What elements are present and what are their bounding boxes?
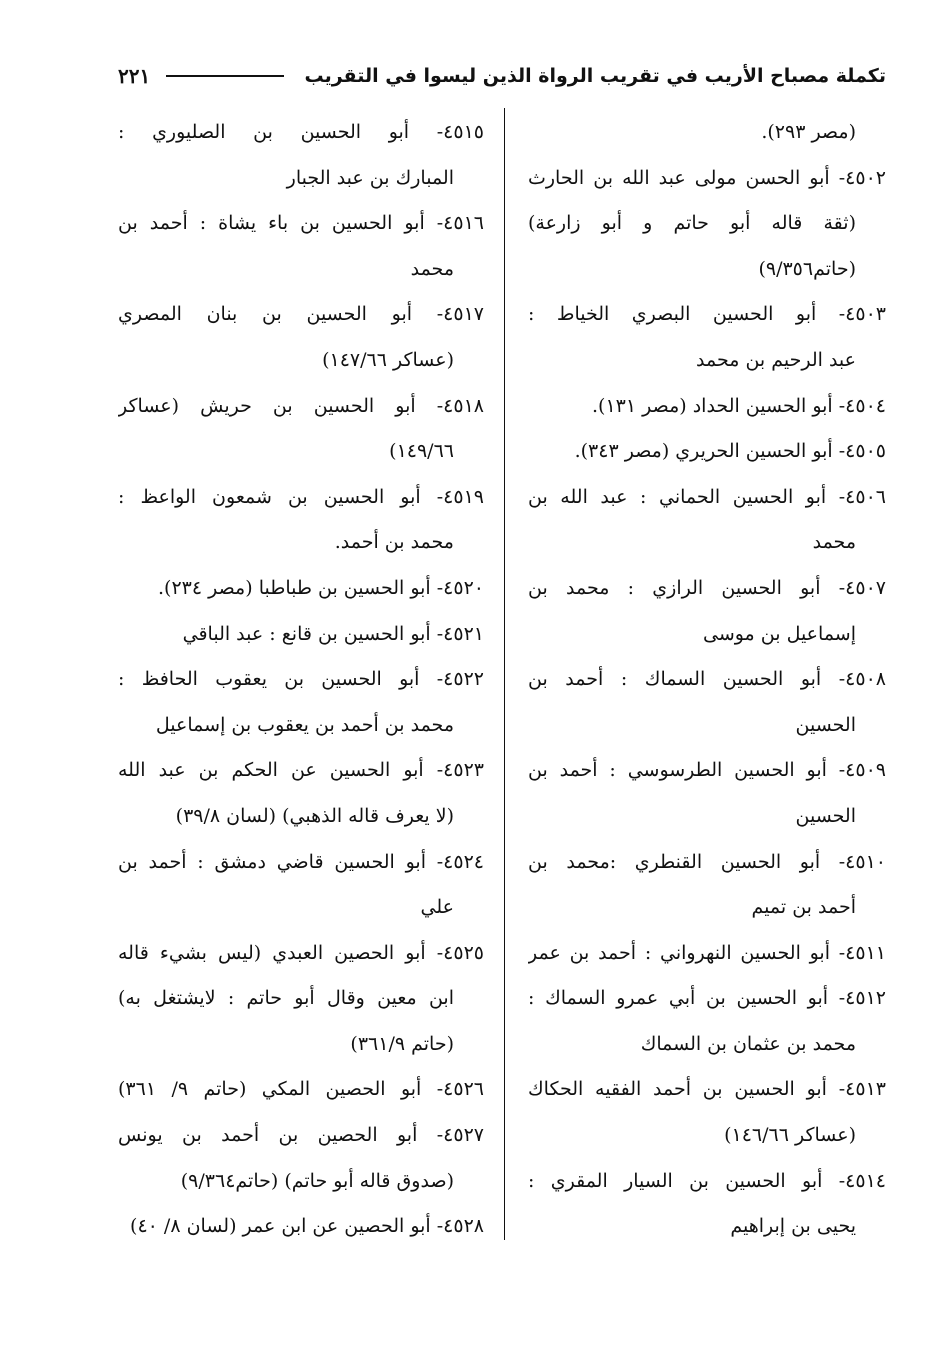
entry-continuation-line: أحمد بن تميم bbox=[751, 896, 856, 919]
entry-line: ٤٥٠٤- أبو الحسين الحداد (مصر ١٣١). bbox=[592, 394, 886, 417]
entry-line: ٤٥١٧- أبو الحسين بن بنان المصري bbox=[118, 303, 484, 326]
entry-continuation-line: ابن معين وقال أبو حاتم : لايشتغل به) bbox=[118, 987, 454, 1010]
running-title: تكملة مصباح الأريب في تقريب الرواة الذين ليسوا في التقريب bbox=[304, 65, 886, 87]
entry-line: ٤٥١٠- أبو الحسين القنطري :محمد بن bbox=[528, 850, 886, 873]
entry-line: ٤٥٠٢- أبو الحسن مولى عبد الله بن الحارث bbox=[528, 166, 886, 189]
entry-continuation-line: ١٤٩/٦٦) bbox=[389, 440, 454, 463]
entry-continuation-line: محمد بن أحمد. bbox=[334, 531, 454, 554]
right-column bbox=[528, 110, 886, 1250]
entry-line: ٤٥١٨- أبو الحسين بن حريش (عساكر bbox=[118, 394, 484, 417]
entry-continuation-line: إسماعيل بن موسى bbox=[702, 622, 856, 645]
entry-continuation-line: محمد بن أحمد بن يعقوب بن إسماعيل bbox=[155, 713, 454, 736]
entry-line: ٤٥٠٦- أبو الحسين الحماني : عبد الله بن bbox=[528, 485, 886, 508]
entry-line: ٤٥١٣- أبو الحسين بن أحمد الفقيه الحكاك bbox=[528, 1078, 886, 1101]
page-number: ٢٢١ bbox=[118, 64, 151, 88]
entry-line: ٤٥١٦- أبو الحسين بن باء يشاة : أحمد بن bbox=[118, 212, 484, 235]
entry-continuation-line: يحيى بن إبراهيم bbox=[730, 1215, 856, 1238]
entry-line: ٤٥١٩- أبو الحسين بن شمعون الواعظ : bbox=[118, 485, 484, 508]
entry-line: ٤٥١٤- أبو الحسين بن السيار المقري : bbox=[528, 1169, 886, 1192]
entry-continuation-line: (حاتم٩/٣٥٦) bbox=[758, 257, 856, 280]
entry-continuation-line: (لا يعرف قاله الذهبي) (لسان ٣٩/٨) bbox=[175, 804, 454, 827]
entry-continuation-line: علي bbox=[420, 896, 454, 919]
entry-line: ٤٥٠٥- أبو الحسين الحريري (مصر ٣٤٣). bbox=[574, 440, 886, 463]
header-rule bbox=[166, 75, 284, 77]
entry-line: ٤٥٢٦- أبو الحصين المكي (حاتم ٩/ ٣٦١) bbox=[118, 1078, 484, 1101]
entry-line: ٤٥٢٥- أبو الحصين العبدي (ليس بشيء قاله bbox=[118, 941, 484, 964]
entry-continuation-line: الحسين bbox=[795, 804, 856, 827]
entry-continuation-line: (ثقة قاله أبو حاتم و أبو زارعة) bbox=[528, 212, 856, 235]
entry-line: ٤٥١١- أبو الحسين النهرواني : أحمد بن عمر bbox=[528, 941, 886, 964]
entry-line: ٤٥٠٧- أبو الحسين الرازي : محمد بن bbox=[528, 576, 886, 599]
entry-continuation-line: محمد bbox=[812, 531, 856, 554]
entry-line: ٤٥٢١- أبو الحسين بن قانع : عبد الباقي bbox=[182, 622, 484, 645]
entry-continuation-line: (عساكر ١٤٦/٦٦) bbox=[724, 1124, 856, 1147]
entry-line: ٤٥٠٣- أبو الحسين البصري الخياط : bbox=[528, 303, 886, 326]
entry-line: ٤٥١٢- أبو الحسين بن أبي عمرو السماك : bbox=[528, 987, 886, 1010]
entry-line: ٤٥٢٧- أبو الحصين بن أحمد بن يونس bbox=[118, 1124, 484, 1147]
entry-line: ٤٥٢٠- أبو الحسين بن طباطبا (مصر ٢٣٤). bbox=[157, 576, 484, 599]
entry-continuation-line: (حاتم ٣٦١/٩) bbox=[350, 1032, 454, 1055]
entry-line: ٤٥٠٨- أبو الحسين السماك : أحمد بن bbox=[528, 668, 886, 691]
column-divider bbox=[504, 108, 505, 1240]
entry-line: ٤٥٢٨- أبو الحصين عن ابن عمر (لسان ٨/ ٤٠) bbox=[130, 1215, 484, 1238]
entry-continuation-line: (صدوق قاله أبو حاتم) (حاتم٩/٣٦٤) bbox=[180, 1169, 454, 1192]
entry-line: ٤٥١٥- أبو الحسين بن الصليوري : bbox=[118, 121, 484, 143]
entry-line: ٤٥٢٤- أبو الحسين قاضي دمشق : أحمد بن bbox=[118, 850, 484, 873]
entry-continuation-line: محمد bbox=[410, 257, 454, 280]
entry-continuation-line: الحسين bbox=[795, 713, 856, 736]
page-header bbox=[118, 56, 886, 96]
entry-continuation-line: (عساكر ١٤٧/٦٦) bbox=[322, 348, 454, 371]
entry-line: ٤٥٠٩- أبو الحسين الطرسوسي : أحمد بن bbox=[528, 759, 886, 782]
left-column bbox=[118, 110, 484, 1250]
entry-continuation-line: محمد بن عثمان بن السماك bbox=[640, 1032, 856, 1055]
entry-line: ٤٥٢٣- أبو الحسين عن الحكم بن عبد الله bbox=[118, 759, 484, 782]
entry-line: ٤٥٢٢- أبو الحسين بن يعقوب الحافظ : bbox=[118, 668, 484, 691]
entry-continuation-line: (مصر ٢٩٣). bbox=[761, 121, 856, 143]
entry-continuation-line: المبارك بن عبد الجبار bbox=[286, 166, 454, 189]
entry-continuation-line: عبد الرحيم بن محمد bbox=[696, 348, 856, 371]
